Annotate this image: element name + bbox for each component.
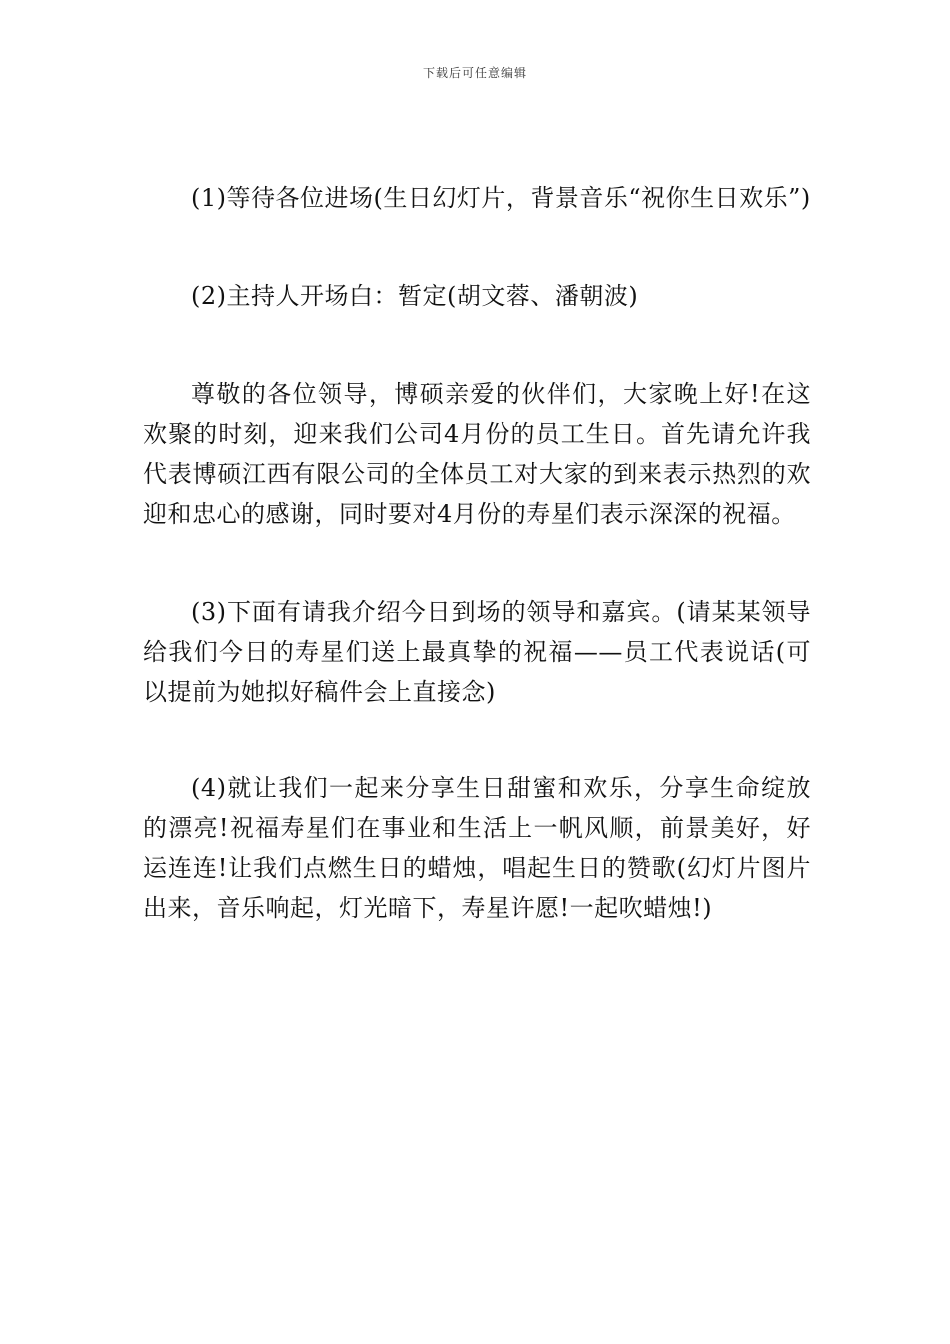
- paragraph-2: (2)主持人开场白：暂定(胡文蓉、潘朝波): [191, 282, 639, 310]
- paragraph-3: 尊敬的各位领导，博硕亲爱的伙伴们，大家晚上好!在这欢聚的时刻，迎来我们公司4月份的员工生日。首先请允许我代表博硕江西有限公司的全体员工对大家的到来表示热烈的欢迎和忠心的感谢，同时要对4月份的寿星们表示深深的祝福。: [143, 380, 811, 528]
- paragraph-5: (4)就让我们一起来分享生日甜蜜和欢乐，分享生命绽放的漂亮!祝福寿星们在事业和生活上一帆风顺，前景美好，好运连连!让我们点燃生日的蜡烛，唱起生日的赞歌(幻灯片图片出来，音乐响起，灯光暗下，寿星许愿!一起吹蜡烛!): [143, 774, 811, 922]
- document-body: [143, 178, 811, 990]
- paragraph-4: (3)下面有请我介绍今日到场的领导和嘉宾。(请某某领导给我们今日的寿星们送上最真挚的祝福——员工代表说话(可以提前为她拟好稿件会上直接念): [143, 598, 811, 706]
- page-header-note: 下载后可任意编辑: [422, 66, 527, 80]
- paragraph-1: (1)等待各位进场(生日幻灯片，背景音乐“祝你生日欢乐”): [191, 184, 811, 212]
